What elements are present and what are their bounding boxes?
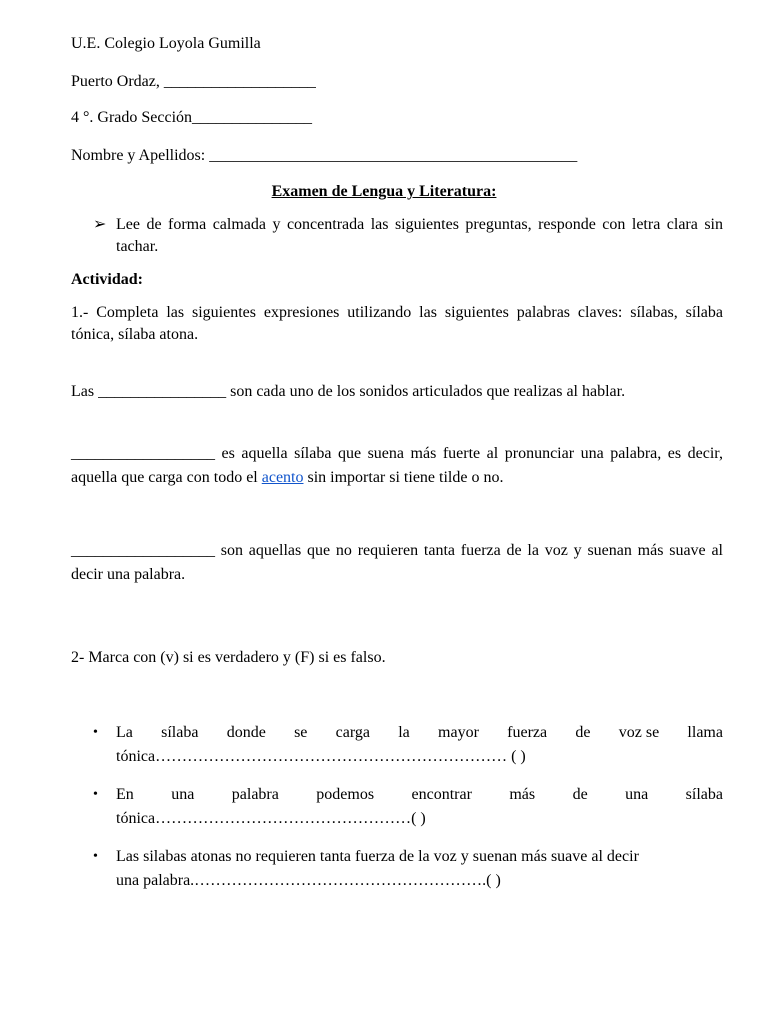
word: fuerza — [507, 724, 548, 741]
word: una — [171, 786, 195, 803]
item-2-text-before: __________________ es aquella sílaba que suena más fuerte al pronunciar una palabra, es decir, aquella que carga con todo el — [71, 445, 723, 486]
word: sílaba — [685, 786, 723, 803]
word: encontrar — [411, 786, 472, 803]
question-1-item-1: Las ________________ son cada uno de los sonidos articulados que realizas al hablar. — [71, 383, 626, 400]
tf-item-1-line-2: tónica………………………………………………………… ( ) — [116, 748, 526, 765]
word: de — [575, 724, 591, 741]
bullet-icon: • — [93, 849, 98, 864]
grade-section-field: 4 °. Grado Sección_______________ — [71, 109, 313, 126]
tf-item-3-line-1: Las silabas atonas no requieren tanta fuerza de la voz y suenan más suave al decir — [116, 848, 639, 865]
word: la — [398, 724, 410, 741]
word: más — [509, 786, 536, 803]
word: voz se — [618, 724, 660, 741]
word: mayor — [438, 724, 479, 741]
tf-item-2-line-1 — [116, 783, 723, 807]
word: donde — [226, 724, 266, 741]
student-name-field: Nombre y Apellidos: ______________________________________________ — [71, 147, 578, 164]
word: palabra — [231, 786, 279, 803]
question-1-item-2 — [71, 442, 723, 490]
question-1-item-3: __________________ son aquellas que no requieren tanta fuerza de la voz y suenan más suave al decir una palabra. — [71, 542, 723, 583]
word: llama — [687, 724, 723, 741]
arrow-bullet-icon: ➢ — [93, 216, 107, 233]
acento-link[interactable]: acento — [261, 469, 304, 486]
school-name: U.E. Colegio Loyola Gumilla — [71, 35, 261, 52]
question-2-prompt: 2- Marca con (v) si es verdadero y (F) si es falso. — [71, 649, 386, 666]
question-1-prompt: 1.- Completa las siguientes expresiones utilizando las siguientes palabras claves: sílabas, sílaba tónica, sílaba atona. — [71, 304, 723, 343]
word: se — [294, 724, 308, 741]
word: podemos — [316, 786, 375, 803]
city-date-field: Puerto Ordaz, ___________________ — [71, 73, 316, 90]
activity-heading: Actividad: — [71, 271, 143, 288]
word: La — [116, 724, 133, 741]
exam-title: Examen de Lengua y Literatura: — [271, 183, 497, 200]
tf-item-1-line-1 — [116, 721, 723, 745]
word: una — [625, 786, 649, 803]
exam-instruction: Lee de forma calmada y concentrada las siguientes preguntas, responde con letra clara sin tachar. — [116, 216, 723, 255]
item-2-text-after: sin importar si tiene tilde o no. — [303, 469, 504, 486]
tf-item-2-line-2: tónica…………………………………………( ) — [116, 810, 426, 827]
bullet-icon: • — [93, 725, 98, 740]
bullet-icon: • — [93, 787, 98, 802]
word: sílaba — [161, 724, 199, 741]
word: carga — [335, 724, 370, 741]
word: de — [572, 786, 588, 803]
word: En — [116, 786, 134, 803]
tf-item-3-line-2: una palabra.……………………………………………….( ) — [116, 872, 501, 889]
